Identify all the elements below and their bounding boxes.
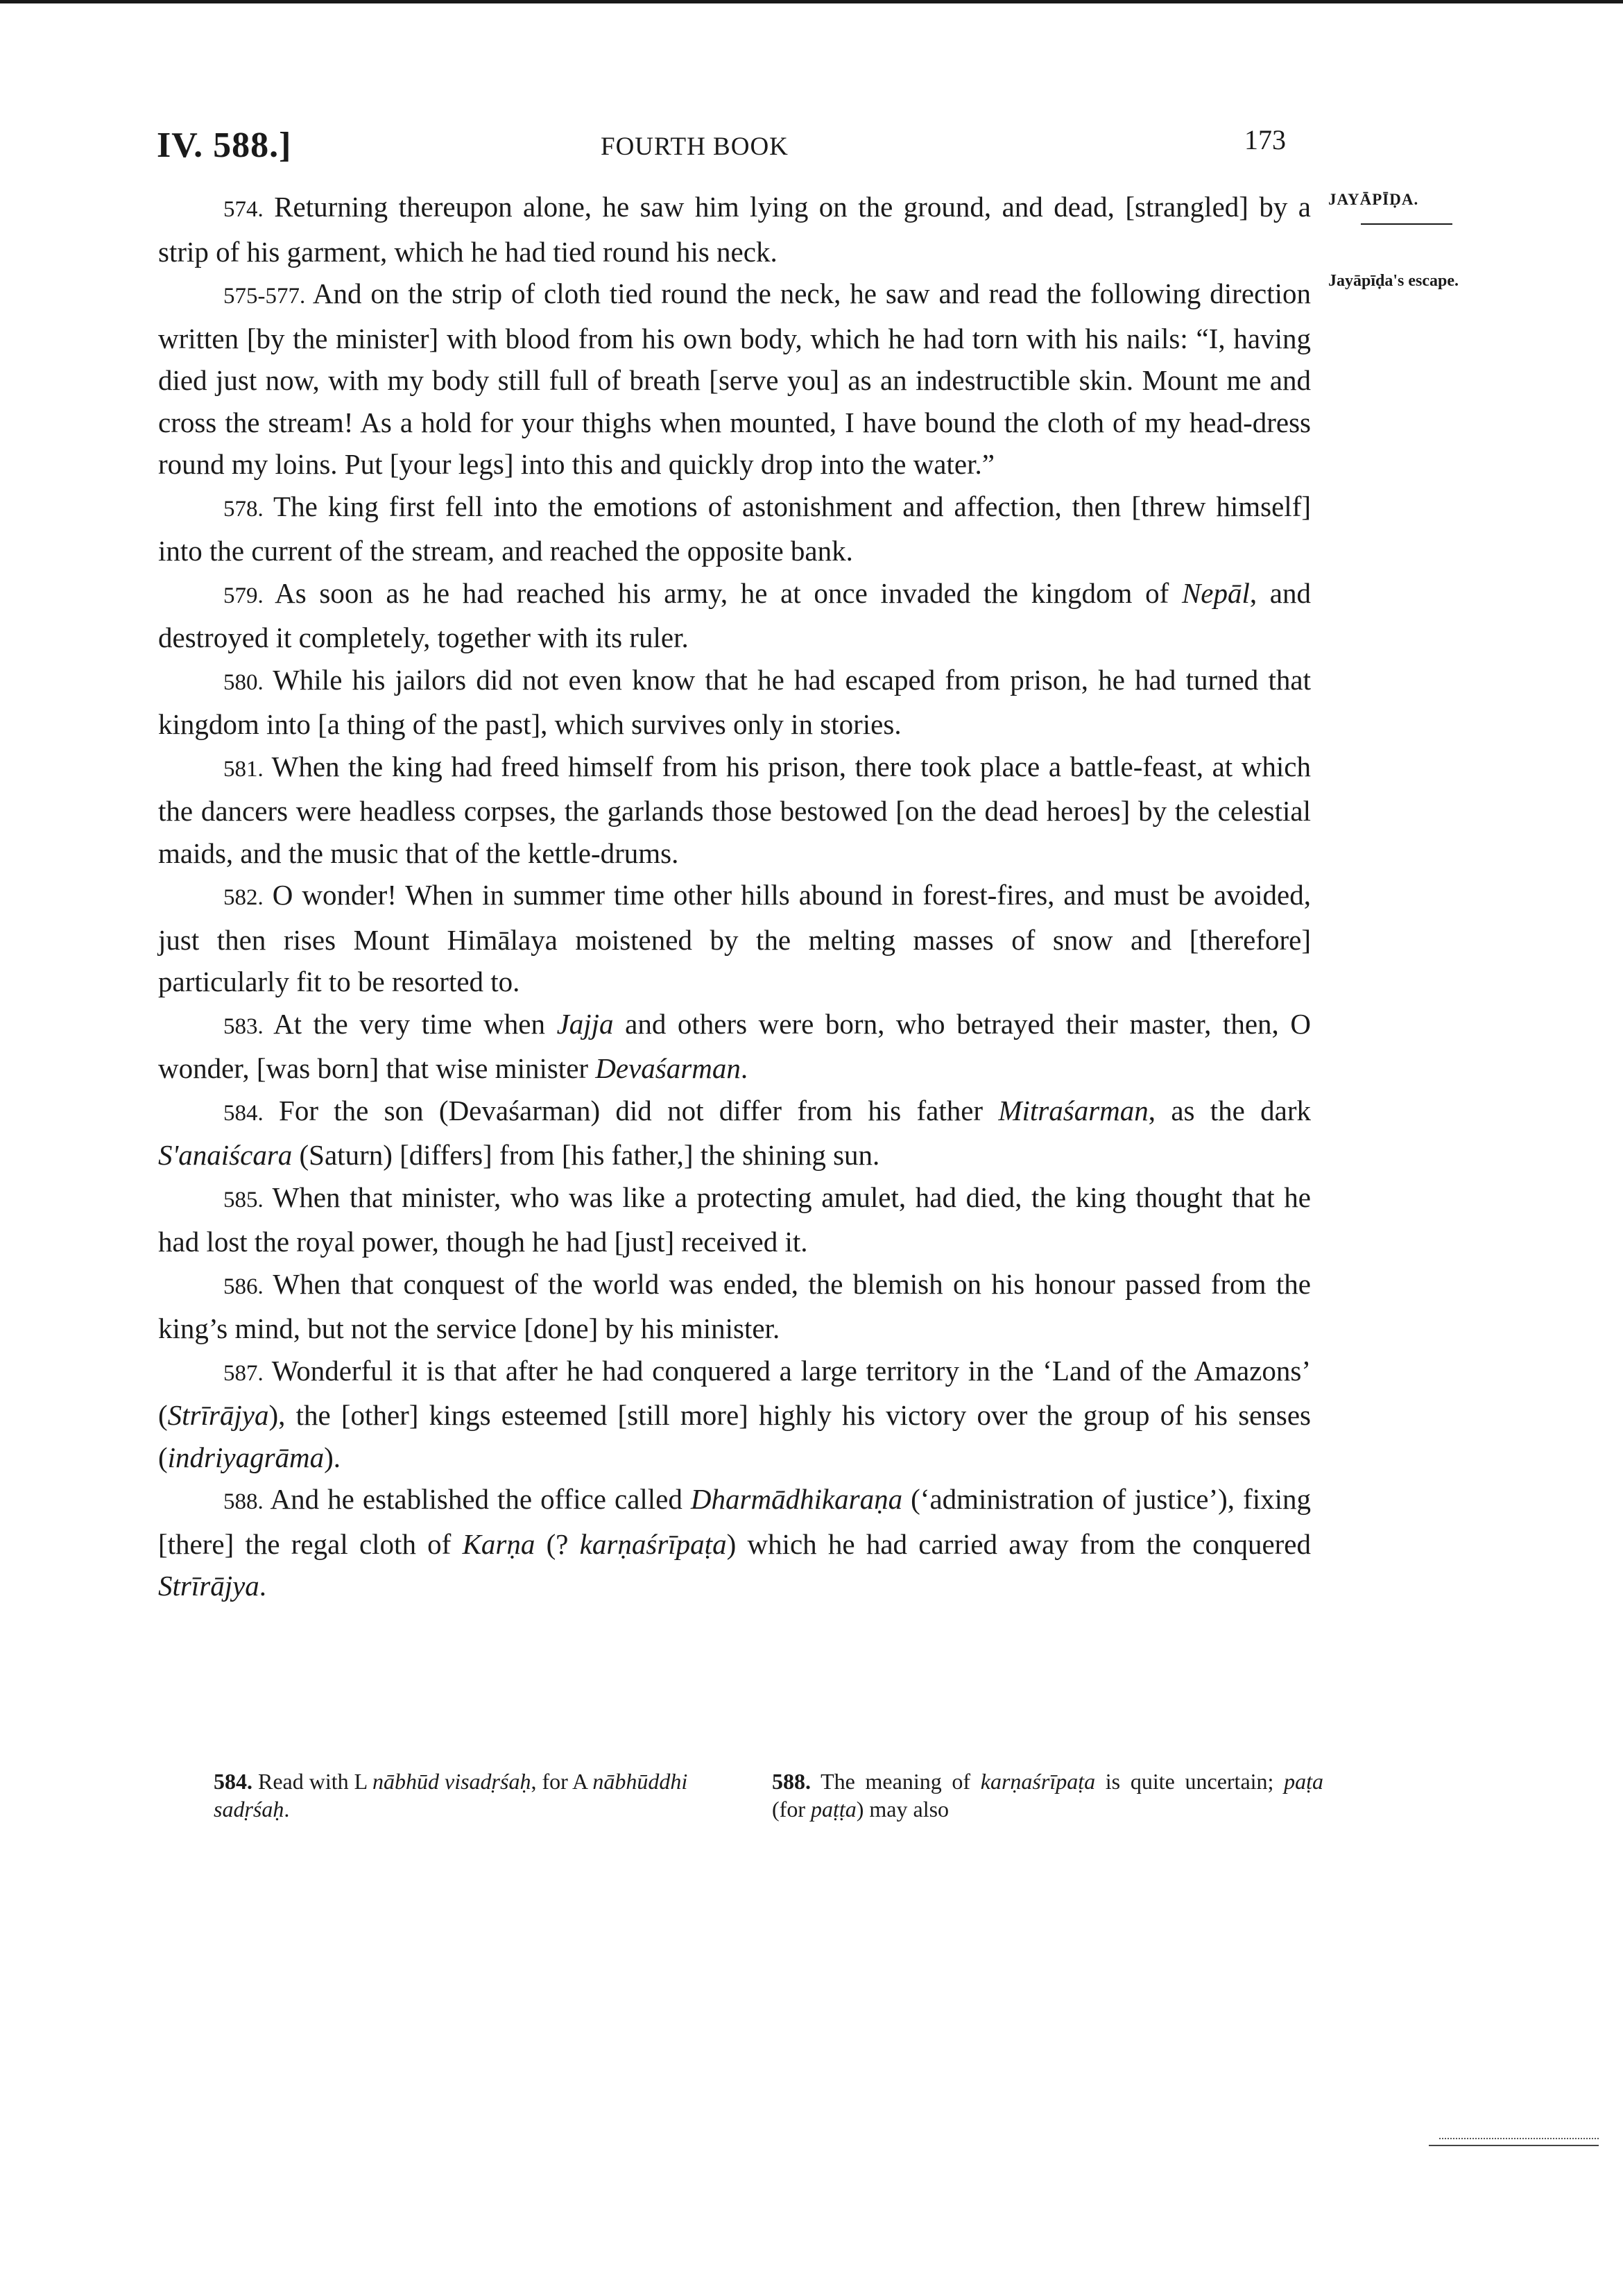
scan-artifact-line — [1429, 2145, 1599, 2146]
italic-term: Jajja — [556, 1007, 614, 1040]
verse-588 — [158, 1478, 1311, 1607]
verse-text-part: At the very time when — [273, 1007, 557, 1040]
footnote-text-part: is quite uncertain; — [1095, 1769, 1285, 1794]
verse-number: 587. — [223, 1360, 264, 1386]
book-title: FOURTH BOOK — [601, 132, 789, 161]
italic-term: nābhūd visadṛśaḥ — [372, 1769, 531, 1794]
verse-text-part: , as the dark — [1148, 1094, 1312, 1126]
page-top-border — [0, 0, 1623, 3]
scan-artifact-rule — [1439, 2138, 1599, 2142]
verse-number: 584. — [223, 1100, 264, 1126]
verse-number: 588. — [223, 1489, 264, 1514]
italic-term: paṭa — [1284, 1769, 1324, 1794]
margin-note-name: JAYĀPĪḌA. — [1328, 191, 1419, 208]
italic-term: Karṇa — [462, 1527, 535, 1560]
footnote-text-part: ) may also — [856, 1797, 950, 1822]
verse-text-part: ), the [other] kings esteemed [still more] highly his victory over the group of his senses ( — [158, 1399, 1311, 1473]
verse-586 — [158, 1263, 1311, 1350]
verse-text: When that conquest of the world was ended, the blemish on his honour passed from the king’s mind, but not the service [done] by his minister. — [158, 1267, 1311, 1344]
footnote-number: 588. — [772, 1769, 811, 1794]
verse-number: 574. — [223, 197, 264, 222]
verse-text-part: And he established the office called — [270, 1483, 691, 1515]
verse-text: While his jailors did not even know that he had escaped from prison, he had turned that kingdom into [a thing of the past], which survives only in stories. — [158, 663, 1311, 740]
main-text — [158, 186, 1311, 1607]
verse-number: 575-577. — [223, 284, 306, 309]
verse-text: When the king had freed himself from his prison, there took place a battle-feast, at which the dancers were headless corpses, the garlands those bestowed [on the dead heroes] by the celestial maids, and the music that of the kettle-drums. — [158, 750, 1311, 869]
verse-text-part: and others were born, who betrayed their master, then, O wonder, [was born] that wise minister — [158, 1007, 1311, 1084]
footnote-584 — [214, 1767, 755, 1823]
italic-term: Strīrājya — [167, 1399, 269, 1431]
margin-note-topic: Jayāpīḍa's escape. — [1328, 272, 1459, 290]
running-header — [157, 123, 1294, 172]
footnote-text-part: Read with L — [258, 1769, 372, 1794]
verse-text-part: (? — [535, 1527, 580, 1560]
verse-579 — [158, 572, 1311, 659]
verse-text-part: Wonderful it is that after he had conquered a large territory in the ‘Land of the Amazons’ ( — [158, 1354, 1311, 1431]
verse-number: 578. — [223, 496, 264, 522]
verse-text: Returning thereupon alone, he saw him lying on the ground, and dead, [strangled] by a strip of his garment, which he had tied round his neck. — [158, 191, 1312, 268]
verse-574 — [158, 186, 1311, 273]
verse-number: 581. — [223, 756, 264, 782]
verse-text-part: For the son (Devaśarman) did not differ from his father — [279, 1094, 999, 1126]
verse-581 — [158, 746, 1311, 875]
italic-term: Nepāl — [1181, 576, 1250, 609]
verse-number: 583. — [223, 1013, 264, 1039]
italic-term: karṇaśrīpaṭa — [579, 1527, 727, 1560]
italic-term: paṭṭa — [810, 1797, 857, 1822]
italic-term: Strīrājya — [158, 1570, 259, 1602]
page-number: 173 — [1244, 124, 1286, 155]
verse-number: 580. — [223, 669, 264, 695]
verse-584 — [158, 1090, 1311, 1176]
verse-text-part: (Saturn) [differs] from [his father,] the shining sun. — [292, 1139, 880, 1171]
verse-583 — [158, 1003, 1311, 1090]
section-reference: IV. 588.] — [157, 126, 292, 165]
footnote-text-part: , for A — [531, 1769, 593, 1794]
verse-587 — [158, 1350, 1311, 1479]
verse-number: 582. — [223, 885, 264, 910]
verse-number: 579. — [223, 583, 264, 608]
italic-term: karṇaśrīpaṭa — [980, 1769, 1096, 1794]
italic-term: nābhūddhi sadṛśaḥ — [214, 1769, 688, 1822]
italic-term: Mitraśarman — [998, 1094, 1149, 1126]
verse-585 — [158, 1176, 1311, 1263]
margin-rule — [1361, 223, 1452, 225]
verse-text-part: , and destroyed it completely, together with its ruler. — [158, 576, 1311, 653]
verse-text: The king first fell into the emotions of astonishment and affection, then [threw himself] into the current of the stream, and reached the opposite bank. — [158, 490, 1312, 567]
footnote-text-part: . — [284, 1797, 290, 1822]
italic-term: Dharmādhikaraṇa — [690, 1483, 903, 1515]
verse-text-part: . — [740, 1052, 748, 1084]
italic-term: S'anaiścara — [158, 1139, 293, 1171]
verse-text: O wonder! When in summer time other hills abound in forest-fires, and must be avoided, just then rises Mount Himālaya moistened by the melting masses of snow and [therefore] particularly fit to be resorted to. — [158, 879, 1312, 997]
footnote-588 — [772, 1767, 1323, 1823]
verse-text-part: ). — [324, 1441, 341, 1473]
verse-number: 586. — [223, 1274, 264, 1299]
verse-text: When that minister, who was like a protecting amulet, had died, the king thought that he had lost the royal power, though he had [just] received it. — [158, 1181, 1311, 1258]
footnote-text-part: The meaning of — [821, 1769, 981, 1794]
verse-578 — [158, 486, 1311, 572]
verse-text: And on the strip of cloth tied round the neck, he saw and read the following direction written [by the minister] with blood from his own body, which he had torn with his nails: “I, having died just now, with my body still full of breath [serve you] as an indestructible skin. Mount me and cross the stream! As a hold for your thighs when mounted, I have bound the cloth of my head-dress round my loins. Put [your legs] into this and quickly drop into the water.” — [158, 277, 1311, 480]
verse-582 — [158, 874, 1311, 1003]
verse-number: 585. — [223, 1187, 264, 1213]
italic-term: indriyagrāma — [167, 1441, 325, 1473]
verse-text-part: (‘administration of justice’), fixing [there] the regal cloth of — [158, 1483, 1312, 1560]
footnote-text-part: (for — [772, 1797, 811, 1822]
verse-text-part: . — [259, 1570, 267, 1602]
verse-580 — [158, 659, 1311, 746]
verse-575-577 — [158, 273, 1311, 486]
footnote-number: 584. — [214, 1769, 252, 1794]
verse-text-part: As soon as he had reached his army, he at once invaded the kingdom of — [275, 576, 1182, 609]
verse-text-part: ) which he had carried away from the conquered — [726, 1527, 1312, 1560]
italic-term: Devaśarman — [595, 1052, 741, 1084]
